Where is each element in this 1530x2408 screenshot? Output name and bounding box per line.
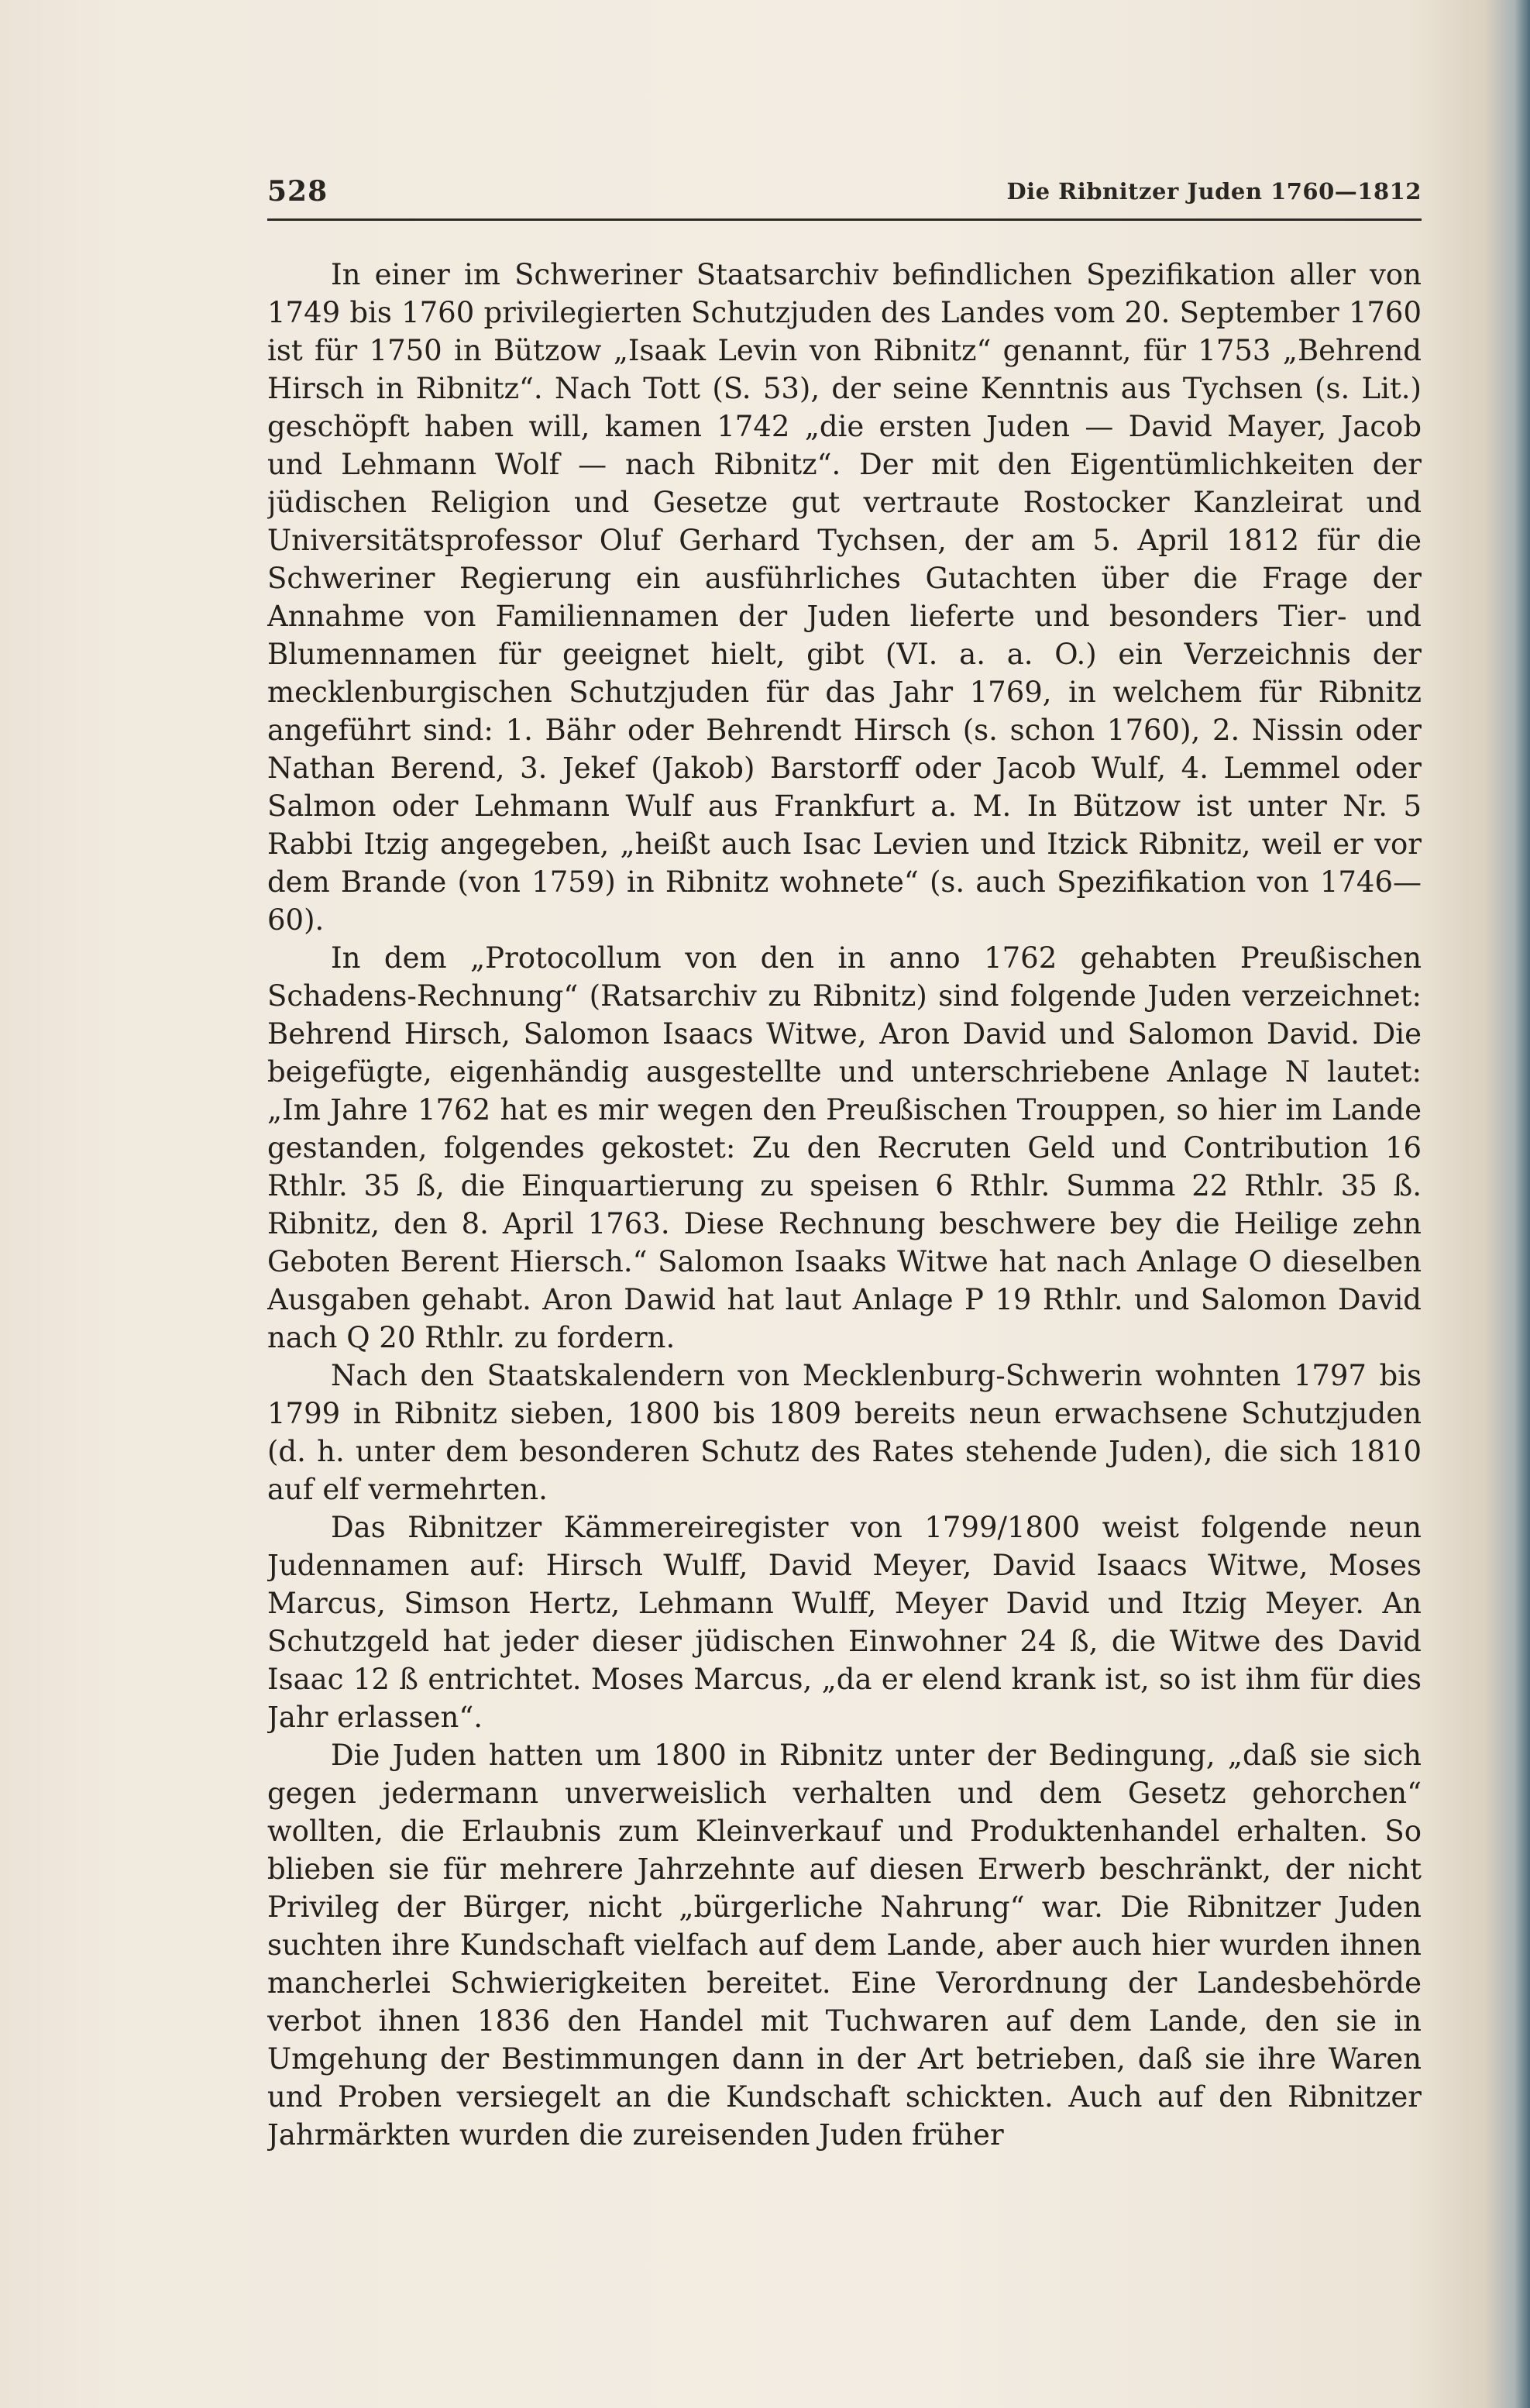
body-text [267,256,1422,2169]
page-number: 528 [267,175,328,208]
header-rule [267,218,1422,221]
paragraph-1: In einer im Schweriner Staatsarchiv befindlichen Spezifikation aller von 1749 bis 1760 privilegierten Schutzjuden des Landes vom 20. September 1760 ist für 1750 in Bützow „Isaak Levin von Ribnitz“ genannt, für 1753 „Behrend Hirsch in Ribnitz“. Nach Tott (S. 53), der seine Kenntnis aus Tychsen (s. Lit.) geschöpft haben will, kamen 1742 „die ersten Juden — David Mayer, Jacob und Lehmann Wolf — nach Ribnitz“. Der mit den Eigentümlichkeiten der jüdischen Religion und Gesetze gut vertraute Rostocker Kanzleirat und Universitätsprofessor Oluf Gerhard Tychsen, der am 5. April 1812 für die Schweriner Regierung ein ausführliches Gutachten über die Frage der Annahme von Familiennamen der Juden lieferte und besonders Tier- und Blumennamen für geeignet hielt, gibt (VI. a. a. O.) ein Verzeichnis der mecklenburgischen Schutzjuden für das Jahr 1769, in welchem für Ribnitz angeführt sind: 1. Bähr oder Behrendt Hirsch (s. schon 1760), 2. Nissin oder Nathan Berend, 3. Jekef (Jakob) Barstorff oder Jacob Wulf, 4. Lemmel oder Salmon oder Lehmann Wulf aus Frankfurt a. M. In Bützow ist unter Nr. 5 Rabbi Itzig angegeben, „heißt auch Isac Levien und Itzick Ribnitz, weil er vor dem Brande (von 1759) in Ribnitz wohnete“ (s. auch Spezifikation von 1746—60). [267,258,1422,937]
paragraph-5: Die Juden hatten um 1800 in Ribnitz unter der Bedingung, „daß sie sich gegen jedermann unverweislich verhalten und dem Gesetz gehorchen“ wollten, die Erlaubnis zum Kleinverkauf und Produktenhandel erhalten. So blieben sie für mehrere Jahrzehnte auf diesen Erwerb beschränkt, der nicht Privileg der Bürger, nicht „bürgerliche Nahrung“ war. Die Ribnitzer Juden suchten ihre Kundschaft vielfach auf dem Lande, aber auch hier wurden ihnen mancherlei Schwierigkeiten bereitet. Eine Verordnung der Landesbehörde verbot ihnen 1836 den Handel mit Tuchwaren auf dem Lande, den sie in Umgehung der Bestimmungen dann in der Art betrieben, daß sie ihre Waren und Proben versiegelt an die Kundschaft schickten. Auch auf den Ribnitzer Jahrmärkten wurden die zureisenden Juden früher [267,1739,1422,2152]
paragraph-2: In dem „Protocollum von den in anno 1762 gehabten Preußischen Schadens-Rechnung“ (Ratsarchiv zu Ribnitz) sind folgende Juden verzeichnet: Behrend Hirsch, Salomon Isaacs Witwe, Aron David und Salomon David. Die beigefügte, eigenhändig ausgestellte und unterschriebene Anlage N lautet: „Im Jahre 1762 hat es mir wegen den Preußischen Trouppen, so hier im Lande gestanden, folgendes gekostet: Zu den Recruten Geld und Contribution 16 Rthlr. 35 ß, die Einquartierung zu speisen 6 Rthlr. Summa 22 Rthlr. 35 ß. Ribnitz, den 8. April 1763. Diese Rechnung beschwere bey die Heilige zehn Geboten Berent Hiersch.“ Salomon Isaaks Witwe hat nach Anlage O dieselben Ausgaben gehabt. Aron Dawid hat laut Anlage P 19 Rthlr. und Salomon David nach Q 20 Rthlr. zu fordern. [267,941,1422,1354]
paragraph-4: Das Ribnitzer Kämmereiregister von 1799/1800 weist folgende neun Judennamen auf: Hirsch Wulff, David Meyer, David Isaacs Witwe, Moses Marcus, Simson Hertz, Lehmann Wulff, Meyer David und Itzig Meyer. An Schutzgeld hat jeder dieser jüdischen Einwohner 24 ß, die Witwe des David Isaac 12 ß entrichtet. Moses Marcus, „da er elend krank ist, so ist ihm für dies Jahr erlassen“. [267,1511,1422,1734]
paragraph-3: Nach den Staatskalendern von Mecklenburg-Schwerin wohnten 1797 bis 1799 in Ribnitz sieben, 1800 bis 1809 bereits neun erwachsene Schutzjuden (d. h. unter dem besonderen Schutz des Rates stehende Juden), die sich 1810 auf elf vermehrten. [267,1359,1422,1506]
running-title: Die Ribnitzer Juden 1760—1812 [1006,178,1422,205]
page-header [267,175,1422,212]
